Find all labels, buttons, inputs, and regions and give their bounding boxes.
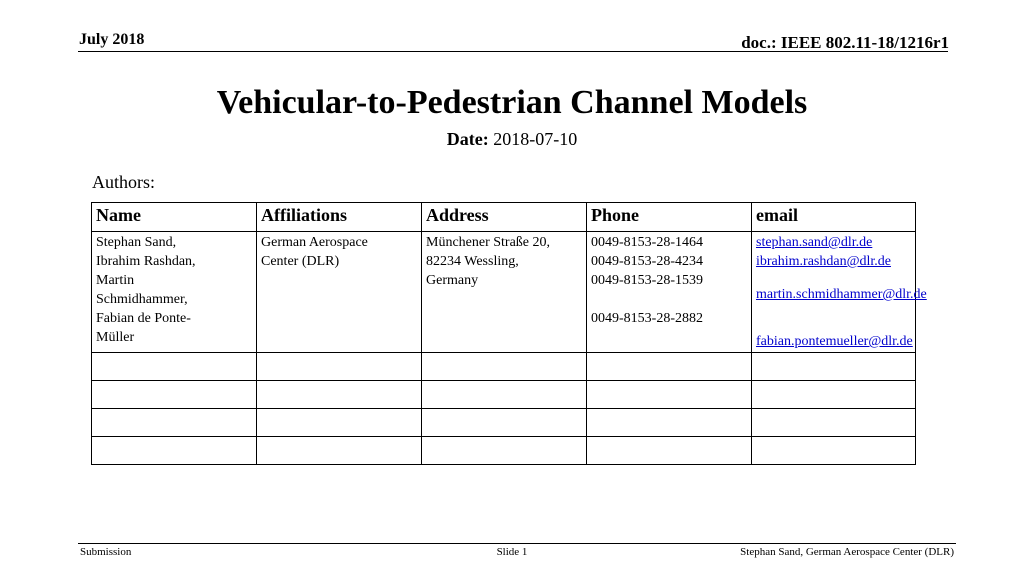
empty-cell — [92, 437, 257, 465]
email-link[interactable]: fabian.pontemueller@dlr.de — [756, 334, 913, 349]
author-name-line: Martin — [96, 273, 135, 288]
phone-cell — [587, 232, 752, 353]
author-name-line: Fabian de Ponte- — [96, 311, 191, 326]
email-link[interactable]: stephan.sand@dlr.de — [756, 235, 873, 250]
phone-line: 0049-8153-28-4234 — [591, 254, 703, 269]
address-cell — [422, 232, 587, 353]
email-spacer — [756, 318, 911, 332]
empty-cell — [92, 409, 257, 437]
footer-slide-number: Slide 1 — [496, 546, 528, 558]
phone-line: 0049-8153-28-1464 — [591, 235, 703, 250]
affiliation-line: German Aerospace — [261, 235, 368, 250]
header-date: July 2018 — [79, 31, 145, 48]
author-name-line: Müller — [96, 330, 135, 345]
table-header-row — [92, 203, 916, 232]
header-doc-id: doc.: IEEE 802.11-18/1216r1 — [741, 33, 949, 52]
empty-cell — [422, 409, 587, 437]
author-name-line: Stephan Sand, — [96, 235, 177, 250]
empty-cell — [257, 353, 422, 381]
header-email: email — [752, 203, 916, 232]
authors-table — [91, 202, 927, 465]
footer-author: Stephan Sand, German Aerospace Center (DLR) — [740, 546, 954, 558]
header-rule — [78, 51, 948, 52]
slide-title: Vehicular-to-Pedestrian Channel Models — [216, 84, 808, 121]
header-affiliations: Affiliations — [257, 203, 422, 232]
empty-cell — [92, 353, 257, 381]
empty-cell — [587, 437, 752, 465]
empty-cell — [257, 409, 422, 437]
authors-label: Authors: — [92, 172, 155, 192]
address-line: Germany — [426, 273, 479, 288]
email-link[interactable]: ibrahim.rashdan@dlr.de — [756, 254, 891, 269]
phone-spacer — [591, 290, 747, 309]
table-row — [92, 409, 916, 437]
date-value: 2018-07-10 — [493, 129, 578, 149]
email-link[interactable]: martin.schmidhammer@dlr.de — [756, 287, 927, 302]
email-spacer — [756, 271, 911, 285]
table-row — [92, 353, 916, 381]
empty-cell — [587, 353, 752, 381]
table-row — [92, 232, 916, 353]
empty-cell — [422, 381, 587, 409]
author-name-line: Ibrahim Rashdan, — [96, 254, 196, 269]
phone-line: 0049-8153-28-2882 — [591, 311, 703, 326]
address-line: 82234 Wessling, — [426, 254, 519, 269]
empty-cell — [587, 409, 752, 437]
empty-cell — [422, 353, 587, 381]
header-phone: Phone — [587, 203, 752, 232]
email-spacer — [756, 304, 911, 318]
address-line: Münchener Straße 20, — [426, 235, 551, 250]
affiliation-cell — [257, 232, 422, 353]
footer-submission: Submission — [80, 546, 132, 558]
empty-cell — [752, 381, 916, 409]
header-address: Address — [422, 203, 587, 232]
empty-cell — [92, 381, 257, 409]
empty-cell — [257, 381, 422, 409]
affiliation-line: Center (DLR) — [261, 254, 340, 269]
table-row — [92, 381, 916, 409]
phone-line: 0049-8153-28-1539 — [591, 273, 703, 288]
empty-cell — [422, 437, 587, 465]
author-name-line: Schmidhammer, — [96, 292, 188, 307]
empty-cell — [752, 353, 916, 381]
date-label: Date: — [446, 129, 489, 149]
table-row — [92, 437, 916, 465]
empty-cell — [752, 437, 916, 465]
empty-cell — [587, 381, 752, 409]
email-cell — [752, 232, 927, 353]
footer-rule — [78, 543, 956, 544]
date-line — [0, 129, 1024, 150]
empty-cell — [257, 437, 422, 465]
author-names-cell — [92, 232, 257, 353]
header-name: Name — [92, 203, 257, 232]
empty-cell — [752, 409, 916, 437]
